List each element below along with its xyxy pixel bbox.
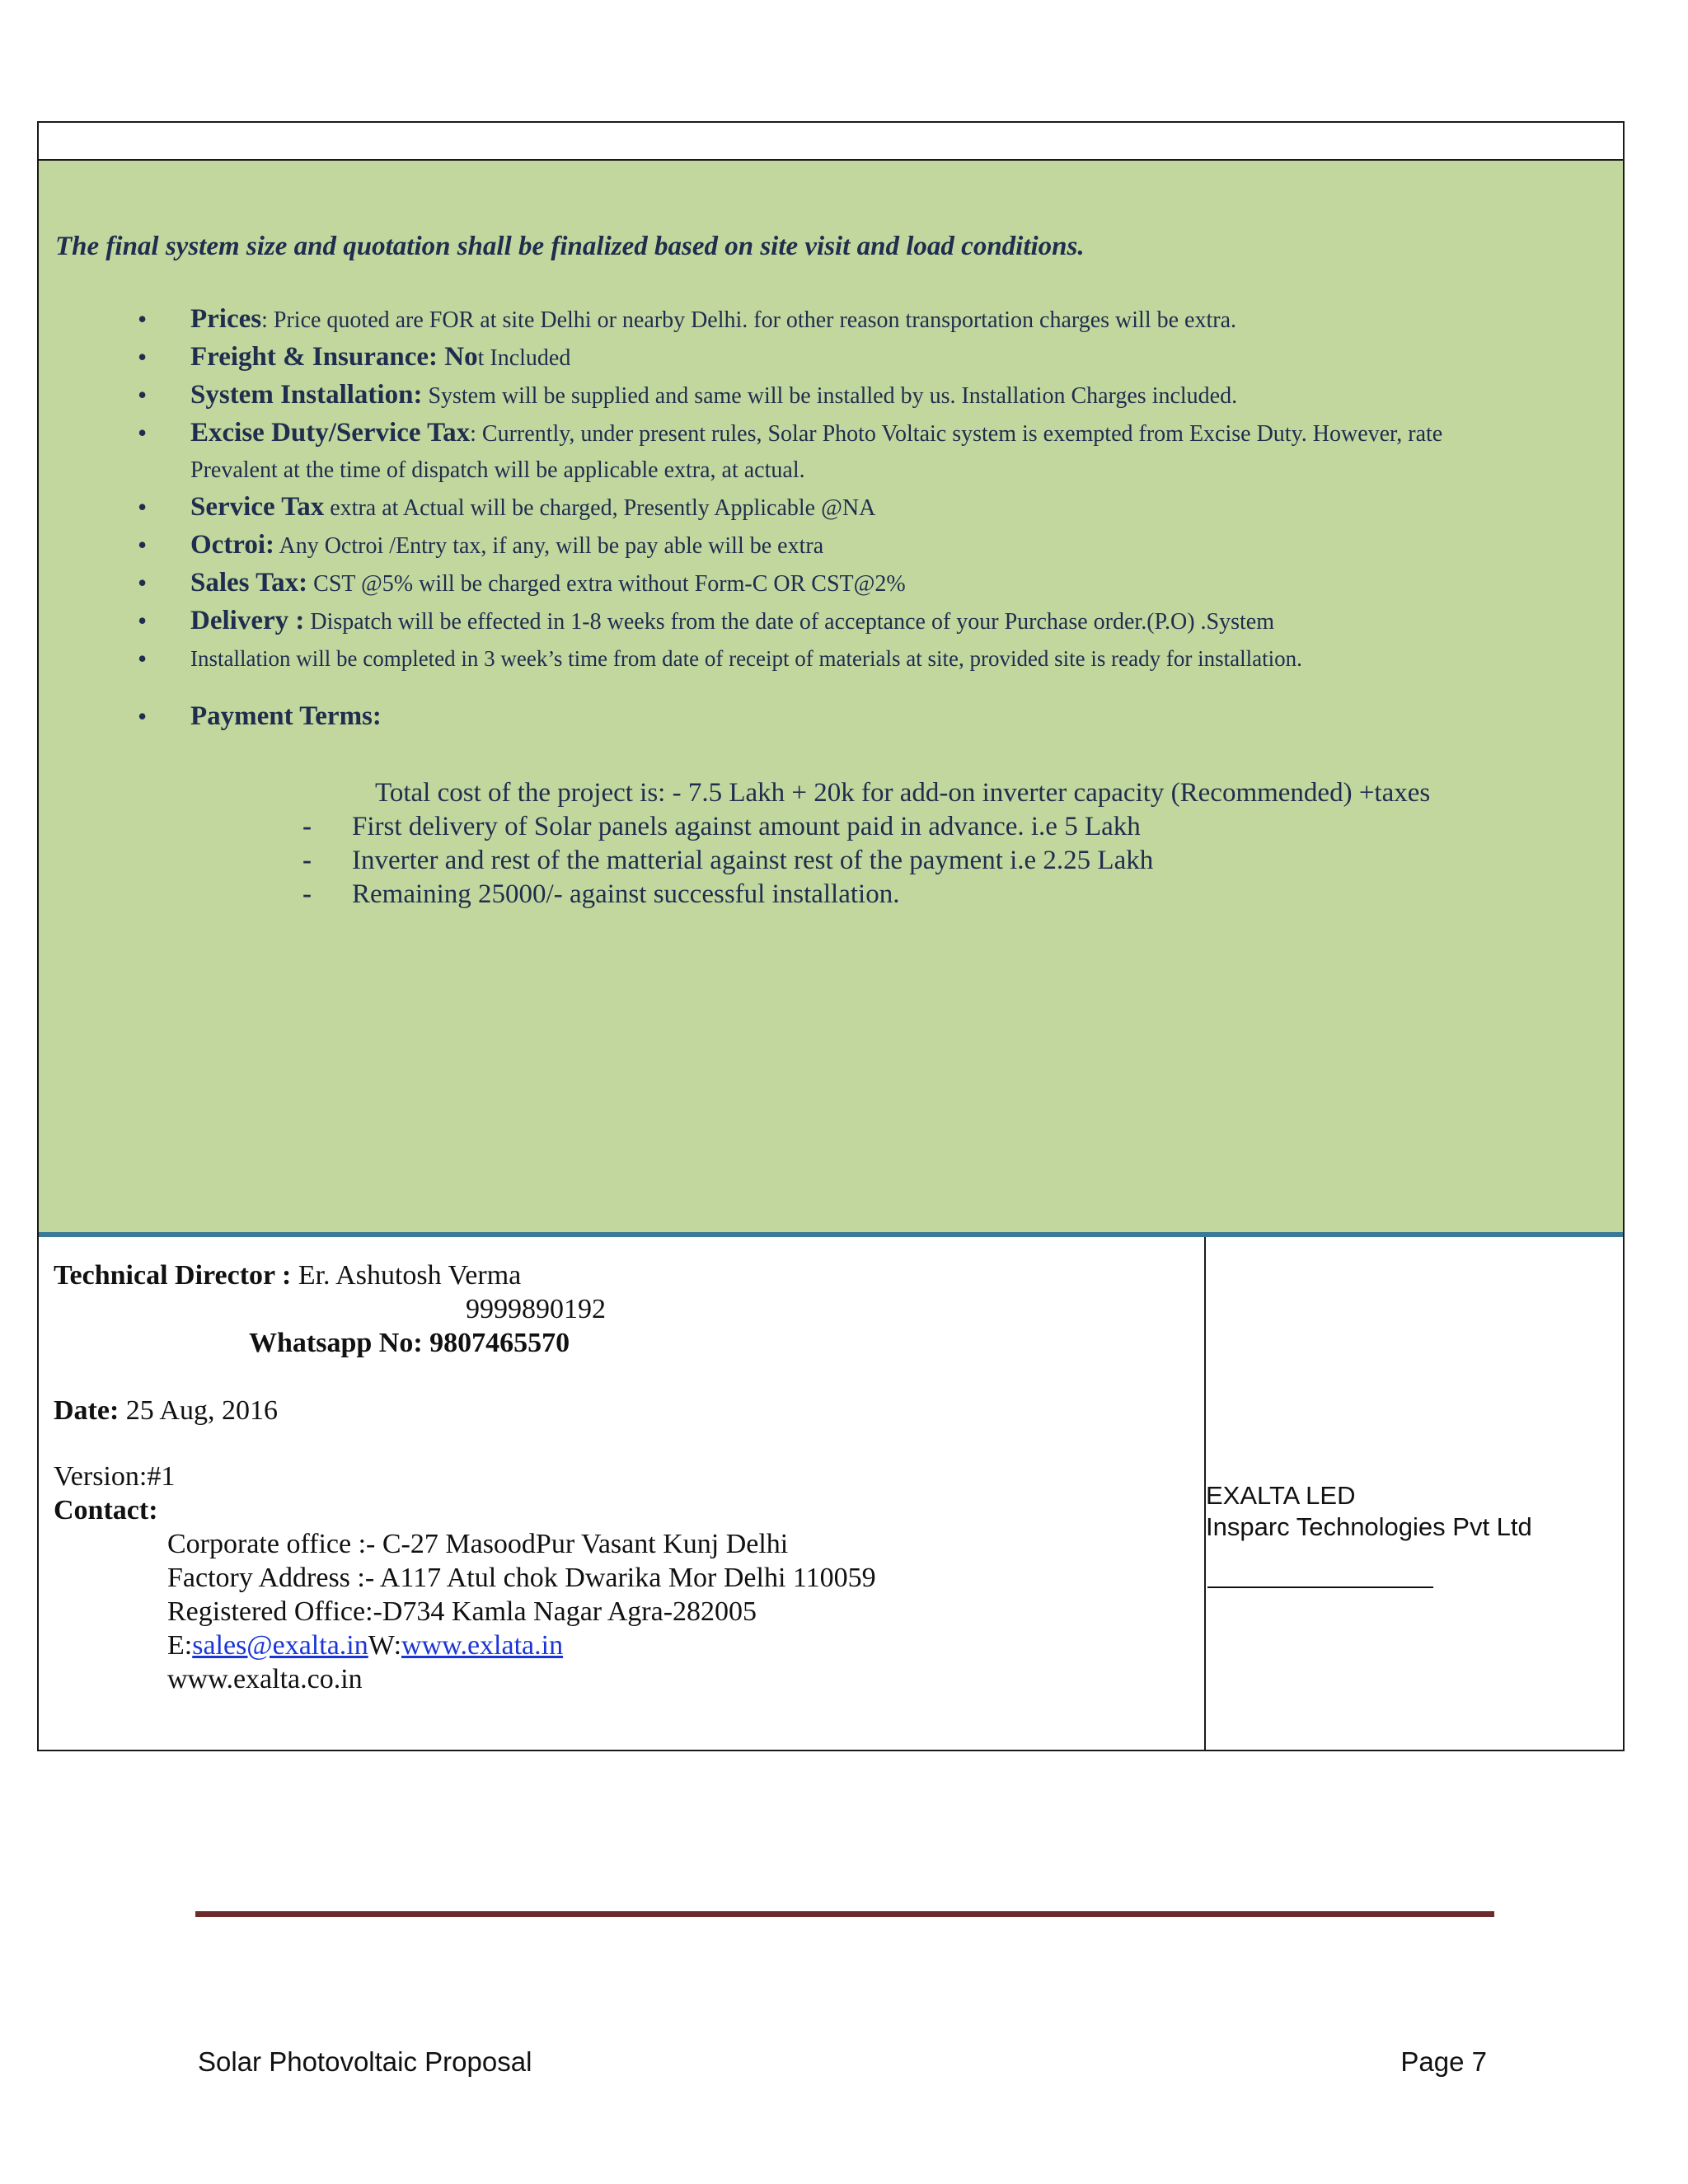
- contact-heading: [54, 1495, 158, 1526]
- term-text: extra at Actual will be charged, Presently Applicable @NA: [324, 495, 876, 521]
- bullet-icon: •: [138, 418, 148, 448]
- footer-rule: [195, 1911, 1494, 1917]
- term-label: System Installation:: [190, 380, 423, 410]
- term-label: Delivery :: [190, 606, 305, 635]
- terms-list: [105, 301, 1621, 736]
- payment-item-text: Inverter and rest of the matterial against rest of the payment i.e 2.25 Lakh: [352, 846, 1154, 875]
- bullet-icon: •: [138, 380, 148, 410]
- dash-icon: -: [302, 879, 312, 909]
- payment-total: Total cost of the project is: - 7.5 Lakh + 20k for add-on inverter capacity (Recommended) +taxes: [375, 778, 1431, 808]
- terms-headline: The final system size and quotation shall be finalized based on site visit and load conditions.: [55, 232, 1085, 261]
- bullet-icon: •: [138, 606, 148, 635]
- term-label: Payment Terms:: [190, 701, 382, 731]
- payment-item: [302, 846, 1153, 876]
- term-text: Installation will be completed in 3 week’s time from date of receipt of materials at site, provided site is ready for installation.: [190, 646, 1302, 671]
- whatsapp-number: [249, 1328, 570, 1359]
- list-item: [105, 377, 1621, 415]
- company-name: EXALTA LED: [1206, 1481, 1356, 1510]
- bullet-icon: •: [138, 568, 148, 598]
- list-item: [105, 527, 1621, 565]
- web-prefix: W:: [368, 1630, 402, 1661]
- term-label: Freight & Insurance: No: [190, 342, 478, 372]
- email-link[interactable]: sales@exalta.in: [192, 1630, 368, 1661]
- contact-label: Contact:: [54, 1495, 158, 1526]
- proposal-table: [37, 121, 1625, 1751]
- version: Version:#1: [54, 1461, 176, 1492]
- payment-item-text: First delivery of Solar panels against amount paid in advance. i.e 5 Lakh: [352, 812, 1141, 841]
- term-label: Service Tax: [190, 492, 325, 522]
- bullet-icon: •: [138, 304, 148, 334]
- list-item: [105, 698, 1621, 736]
- website-link[interactable]: www.exlata.in: [401, 1630, 564, 1661]
- page-number: Page 7: [1400, 2046, 1487, 2077]
- term-label: Octroi:: [190, 530, 275, 560]
- technical-director: [54, 1260, 521, 1291]
- bullet-icon: •: [138, 530, 148, 560]
- term-text: CST @5% will be charged extra without Form-C OR CST@2%: [307, 571, 906, 597]
- list-item: [105, 489, 1621, 527]
- list-item: [105, 339, 1621, 377]
- bullet-icon: •: [138, 644, 148, 673]
- bullet-icon: •: [138, 342, 148, 372]
- date-label: Date:: [54, 1395, 120, 1426]
- bullet-icon: •: [138, 701, 148, 731]
- term-text: Dispatch will be effected in 1-8 weeks from the date of acceptance of your Purchase order.(P.O) .System: [304, 609, 1275, 635]
- date-value: 25 Aug, 2016: [119, 1395, 278, 1426]
- term-text: : Currently, under present rules, Solar Photo Voltaic system is exempted from Excise Duty. However, rate: [470, 421, 1443, 447]
- director-phone: 9999890192: [466, 1294, 606, 1324]
- proposal-date: [54, 1395, 278, 1427]
- footer-title: Solar Photovoltaic Proposal: [198, 2046, 532, 2077]
- payment-item-text: Remaining 25000/- against successful installation.: [352, 879, 900, 909]
- list-item: [105, 565, 1621, 602]
- list-item: [105, 640, 1621, 677]
- empty-header-row: [39, 123, 1623, 161]
- company-legal-name: Insparc Technologies Pvt Ltd: [1206, 1512, 1532, 1541]
- corporate-office: Corporate office :- C-27 MasoodPur Vasant Kunj Delhi: [167, 1529, 789, 1559]
- term-text: t Included: [477, 345, 571, 371]
- list-item: [105, 602, 1621, 640]
- whatsapp-text: Whatsapp No: 9807465570: [249, 1328, 570, 1358]
- terms-panel: [39, 161, 1623, 1359]
- director-label: Technical Director :: [54, 1260, 292, 1291]
- registered-office: Registered Office:-D734 Kamla Nagar Agra-282005: [167, 1596, 757, 1627]
- term-text: System will be supplied and same will be installed by us. Installation Charges included.: [422, 383, 1238, 409]
- website-secondary: www.exalta.co.in: [167, 1664, 363, 1694]
- email-prefix: E:: [167, 1630, 193, 1661]
- payment-item: [302, 812, 1141, 842]
- email-web-line: [167, 1630, 563, 1661]
- term-label: Sales Tax:: [190, 568, 308, 598]
- factory-address: Factory Address :- A117 Atul chok Dwarika Mor Delhi 110059: [167, 1563, 876, 1593]
- director-name: Er. Ashutosh Verma: [291, 1260, 522, 1291]
- signature-line: [1207, 1586, 1433, 1588]
- list-item: [105, 415, 1621, 452]
- term-label: Prices: [190, 304, 262, 334]
- term-label: Excise Duty/Service Tax: [190, 418, 471, 448]
- dash-icon: -: [302, 846, 312, 875]
- term-text: : Price quoted are FOR at site Delhi or nearby Delhi. for other reason transportation charges will be extra.: [261, 307, 1236, 333]
- bullet-icon: •: [138, 492, 148, 522]
- payment-item: [302, 879, 899, 910]
- list-item-continuation: [105, 452, 1621, 489]
- list-item: [105, 301, 1621, 339]
- term-text: Prevalent at the time of dispatch will be applicable extra, at actual.: [190, 457, 805, 483]
- term-text: Any Octroi /Entry tax, if any, will be pay able will be extra: [274, 533, 824, 559]
- dash-icon: -: [302, 812, 312, 841]
